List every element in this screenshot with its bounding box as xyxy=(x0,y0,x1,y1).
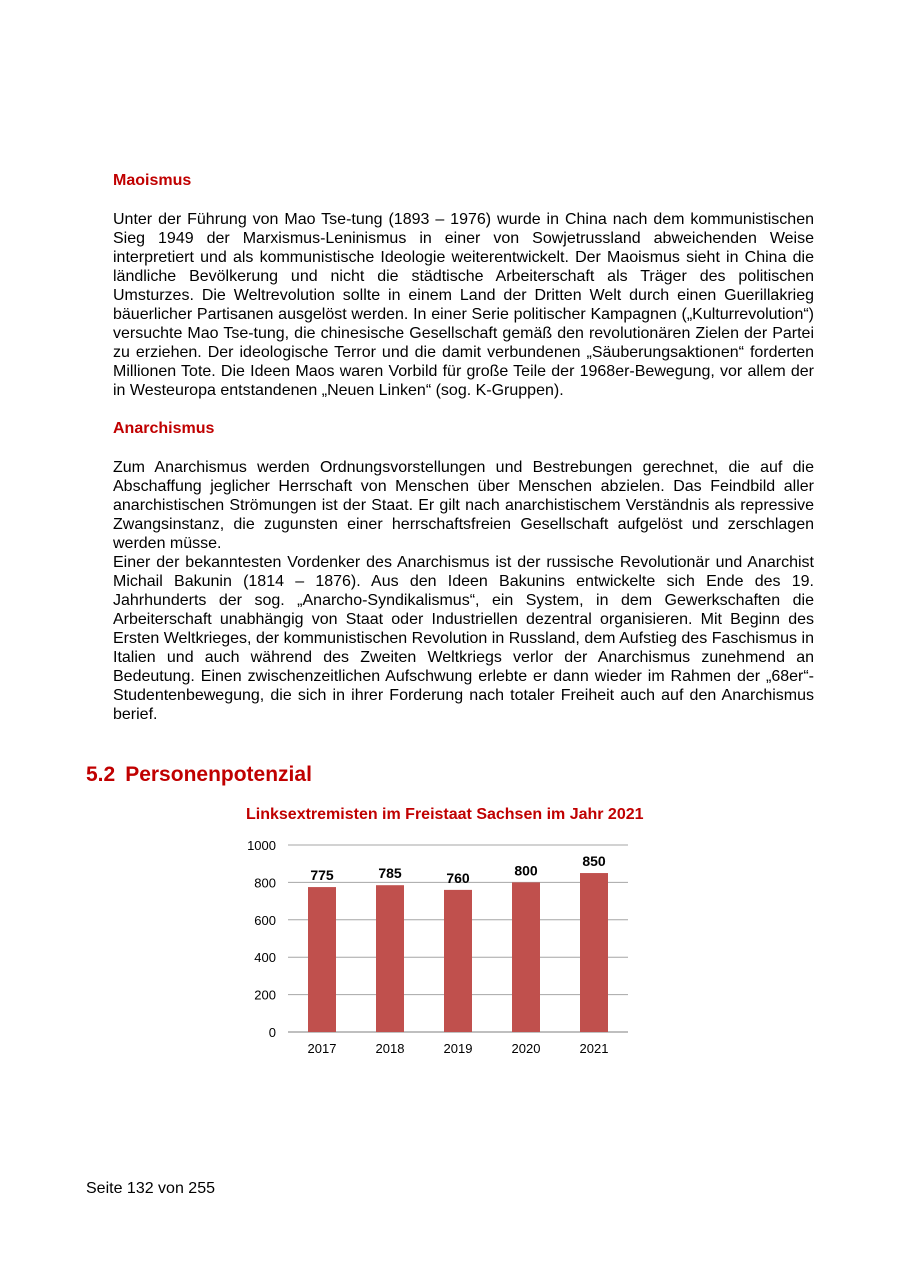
x-tick-label: 2020 xyxy=(511,1041,541,1056)
y-tick-label: 1000 xyxy=(247,838,276,853)
maoismus-heading: Maoismus xyxy=(113,172,192,189)
chart-title: Linksextremisten im Freistaat Sachsen im Jahr 2021 xyxy=(246,806,644,823)
bar xyxy=(376,885,404,1032)
data-label: 800 xyxy=(514,862,538,879)
x-tick-label: 2017 xyxy=(307,1041,337,1056)
bar xyxy=(580,873,608,1032)
bar xyxy=(308,887,336,1032)
y-tick-label: 400 xyxy=(254,950,276,966)
anarchismus-heading: Anarchismus xyxy=(113,420,215,437)
section-number: 5.2 xyxy=(86,763,116,786)
y-tick-label: 600 xyxy=(254,912,276,928)
y-tick-label: 0 xyxy=(268,1025,276,1040)
section-title xyxy=(86,763,322,787)
x-tick-label: 2019 xyxy=(443,1041,473,1056)
maoismus-paragraph: Unter der Führung von Mao Tse-tung (1893 – 1976) wurde in China nach dem kommunistischen Sieg 1949 der Marxismus-Leninismus in einer von Sowjetrussland abweichenden Weise interpretiert und als kommunistische Ideologie weiterentwickelt. Der Maoismus sieht in China die ländliche Bevölkerung und nicht die städtische Arbeiterschaft als Träger des politischen Umsturzes. Die Weltrevolution sollte in einem Land der Dritten Welt durch einen Guerillakrieg bäuerlicher Partisanen ausgelöst werden. In einer Serie politischer Kampagnen („Kulturrevolution“) versuchte Mao Tse-tung, die chinesische Gesellschaft gemäß den revolutionären Zielen der Partei zu erziehen. Der ideologische Terror und die damit verbundenen „Säuberungsaktionen“ forderten Millionen Tote. Die Ideen Maos waren Vorbild für große Teile der 1968er-Bewegung, vor allem der in Westeuropa entstandenen „Neuen Linken“ (sog. K-Gruppen). xyxy=(113,211,814,399)
bar xyxy=(512,882,540,1032)
x-tick-label: 2018 xyxy=(375,1041,405,1056)
data-label: 785 xyxy=(378,865,402,882)
data-label: 760 xyxy=(446,869,470,886)
data-label: 775 xyxy=(310,867,334,884)
data-label: 850 xyxy=(582,853,606,870)
section-title-text: Personenpotenzial xyxy=(125,763,312,786)
anarchismus-paragraph-2: Einer der bekanntesten Vordenker des Anarchismus ist der russische Revolutionär und Anarchist Michail Bakunin (1814 – 1876). Aus den Ideen Bakunins entwickelte sich Ende des 19. Jahrhunderts der sog. „Anarcho-Syndikalismus“, ein System, in dem Gewerkschaften die Arbeiterschaft unabhängig von Staat oder Industriellen dezentral organisieren. Mit Beginn des Ersten Weltkrieges, der kommunistischen Revolution in Russland, dem Aufstieg des Faschismus in Italien und auch während des Zweiten Weltkriegs verlor der Anarchismus zunehmend an Bedeutung. Einen zwischenzeitlichen Aufschwung erlebte er dann wieder im Rahmen der „68er“-Studentenbewegung, die sich in ihrer Forderung nach totaler Freiheit auch auf den Anarchismus berief. xyxy=(113,554,814,723)
bar xyxy=(444,890,472,1032)
bar-chart xyxy=(240,832,640,1064)
y-tick-label: 200 xyxy=(254,987,276,1003)
x-tick-label: 2021 xyxy=(579,1041,609,1056)
page-number: Seite 132 von 255 xyxy=(86,1180,215,1197)
y-tick-label: 800 xyxy=(254,875,276,891)
anarchismus-paragraph-1: Zum Anarchismus werden Ordnungsvorstellungen und Bestrebungen gerechnet, die auf die Abschaffung jeglicher Herrschaft von Menschen über Menschen abzielen. Das Feindbild aller anarchistischen Strömungen ist der Staat. Er gilt nach anarchistischem Verständnis als repressive Zwangsinstanz, die zugunsten einer herrschaftsfreien Gesellschaft aufgelöst und zerschlagen werden müsse. xyxy=(113,459,814,552)
